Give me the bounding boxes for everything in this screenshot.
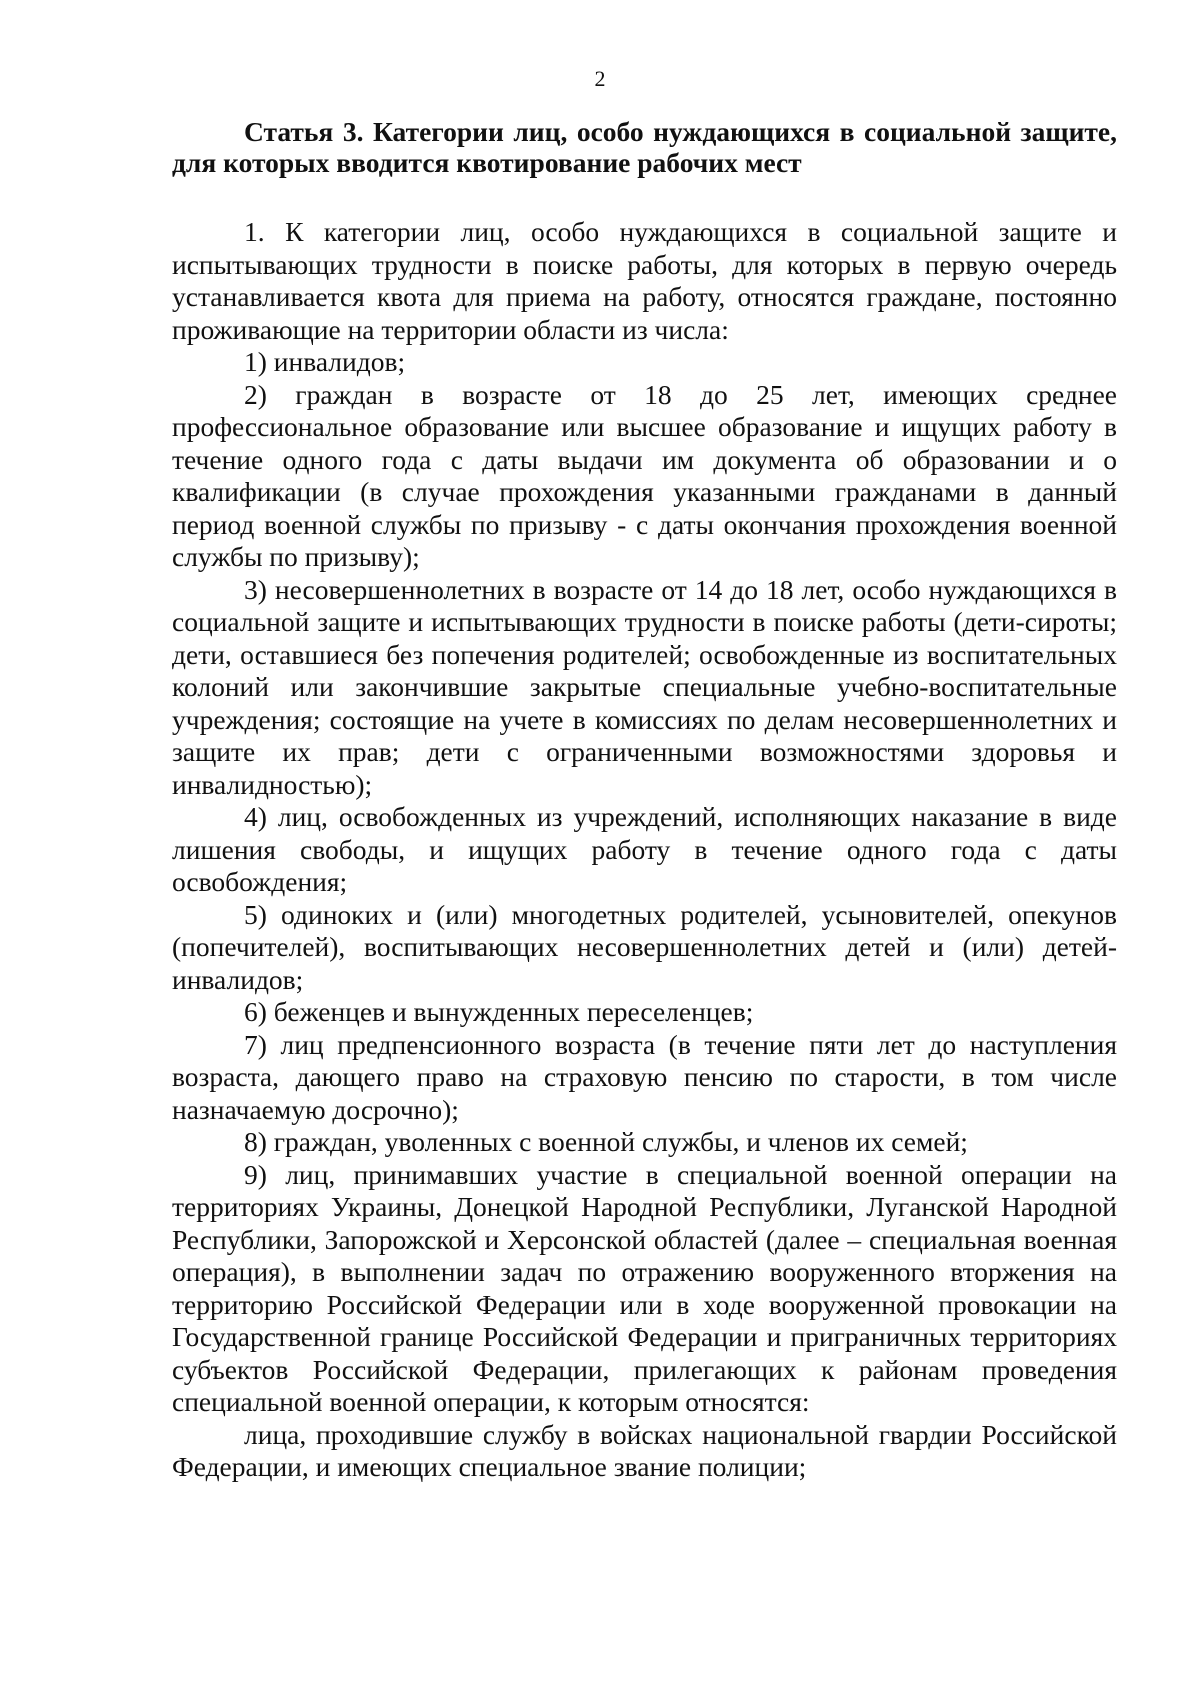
page-number: 2: [594, 66, 606, 91]
article-body: [172, 216, 1117, 1484]
list-item-2: 2) граждан в возрасте от 18 до 25 лет, имеющих среднее профессиональное образование или высшее образование и ищущих работу в течение одного года с даты выдачи им документа об образовании и о квалификации (в случае прохождения указанными гражданами в данный период военной службы по призыву - с даты окончания прохождения военной службы по призыву);: [172, 378, 1117, 572]
list-item-7: 7) лиц предпенсионного возраста (в течение пяти лет до наступления возраста, дающего право на страховую пенсию по старости, в том числе назначаемую досрочно);: [172, 1028, 1117, 1125]
article-heading: Статья 3. Категории лиц, особо нуждающихся в социальной защите, для которых вводится квотирование рабочих мест: [172, 116, 1117, 178]
list-subitem: лица, проходившие службу в войсках национальной гвардии Российской Федерации, и имеющих специальное звание полиции;: [172, 1418, 1117, 1482]
paragraph-intro: 1. К категории лиц, особо нуждающихся в социальной защите и испытывающих трудности в поиске работы, для которых в первую очередь устанавливается квота для приема на работу, относятся граждане, постоянно проживающие на территории области из числа:: [172, 216, 1117, 345]
list-item-5: 5) одиноких и (или) многодетных родителей, усыновителей, опекунов (попечителей), воспитывающих несовершеннолетних детей и (или) детей-инвалидов;: [172, 898, 1117, 995]
list-item-4: 4) лиц, освобожденных из учреждений, исполняющих наказание в виде лишения свободы, и ищущих работу в течение одного года с даты освобождения;: [172, 801, 1117, 897]
list-item-6: 6) беженцев и вынужденных переселенцев;: [244, 996, 754, 1027]
list-item-8: 8) граждан, уволенных с военной службы, и членов их семей;: [244, 1126, 968, 1157]
list-item-9: 9) лиц, принимавших участие в специальной военной операции на территориях Украины, Донецкой Народной Республики, Луганской Народной Республики, Запорожской и Херсонской областей (далее – специальная военная операция), в выполнении задач по отражению вооруженного вторжения на территорию Российской Федерации или в ходе вооруженной провокации на Государственной границе Российской Федерации и приграничных территориях субъектов Российской Федерации, прилегающих к районам проведения специальной военной операции, к которым относятся:: [172, 1158, 1117, 1417]
list-item-3: 3) несовершеннолетних в возрасте от 14 до 18 лет, особо нуждающихся в социальной защите и испытывающих трудности в поиске работы (дети-сироты; дети, оставшиеся без попечения родителей; освобожденные из воспитательных колоний или закончившие закрытые специальные учебно-воспитательные учреждения; состоящие на учете в комиссиях по делам несовершеннолетних и защите их прав; дети с ограниченными возможностями здоровья и инвалидностью);: [172, 573, 1117, 800]
list-item-1: 1) инвалидов;: [244, 346, 406, 377]
